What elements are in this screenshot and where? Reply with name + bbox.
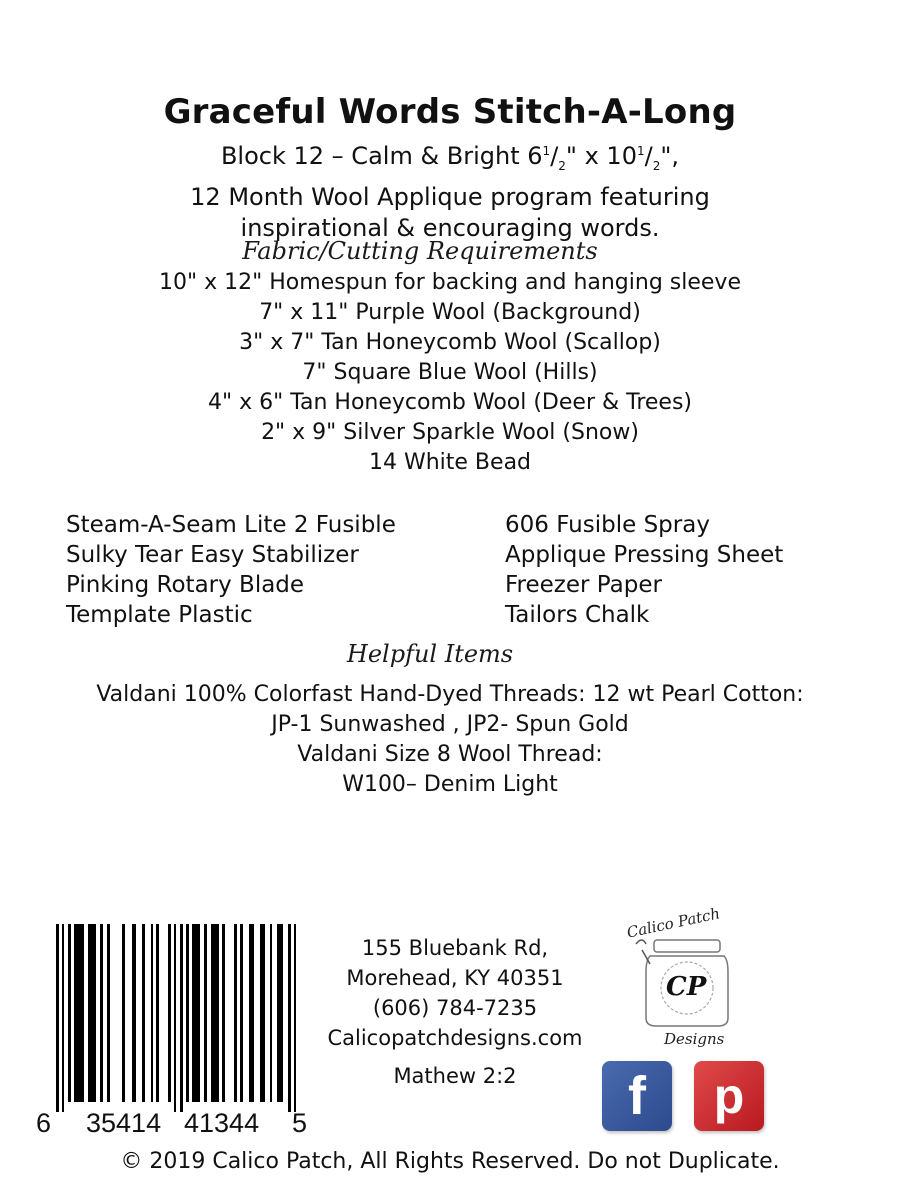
- barcode-bar: [88, 924, 96, 1102]
- barcode-group-1: 35414: [86, 1108, 162, 1138]
- barcode-bar: [62, 924, 64, 1112]
- barcode-bar: [192, 924, 200, 1102]
- barcode-bar: [168, 924, 171, 1102]
- contact-info: [310, 933, 600, 1053]
- address-line: Morehead, KY 40351: [346, 966, 564, 990]
- address-line: 155 Bluebank Rd,: [361, 936, 549, 960]
- barcode-bar: [56, 924, 59, 1112]
- barcode-bar: [107, 924, 110, 1102]
- barcode-bar: [180, 924, 183, 1112]
- barcode-bar: [288, 924, 291, 1112]
- requirement-item: 4" x 6" Tan Honeycomb Wool (Deer & Trees): [207, 390, 693, 415]
- facebook-button[interactable]: [602, 1061, 672, 1131]
- barcode-bar: [260, 924, 265, 1102]
- calico-patch-logo: [606, 900, 766, 1050]
- phone-number: (606) 784-7235: [372, 996, 538, 1020]
- barcode-bar: [204, 924, 207, 1102]
- block-size-line: Block 12 – Calm & Bright $6^1/_2$" x $10^1/_2$",: [220, 142, 680, 173]
- supply-item: Template Plastic: [66, 602, 253, 628]
- helpful-items-heading: Helpful Items: [346, 640, 514, 668]
- requirement-item: 7" Square Blue Wool (Hills): [302, 360, 598, 385]
- fabric-requirements-heading: Fabric/Cutting Requirements: [242, 237, 598, 265]
- supply-item: Applique Pressing Sheet: [505, 542, 784, 568]
- barcode-bar: [277, 924, 283, 1102]
- supplies-right-column: [505, 510, 783, 630]
- barcode-bar: [156, 924, 159, 1102]
- supply-item: Steam-A-Seam Lite 2 Fusible: [66, 512, 396, 538]
- requirement-item: 2" x 9" Silver Sparkle Wool (Snow): [261, 420, 639, 445]
- requirement-item: 7" x 11" Purple Wool (Background): [259, 300, 641, 325]
- fabric-requirements-list: [0, 268, 900, 478]
- page-title: Graceful Words Stitch-A-Long: [163, 92, 737, 132]
- supply-item: Pinking Rotary Blade: [66, 572, 305, 598]
- barcode-bar: [142, 924, 145, 1102]
- logo-monogram: CP: [666, 972, 707, 1002]
- requirement-item: 14 White Bead: [368, 450, 532, 475]
- supply-item: Tailors Chalk: [505, 602, 650, 628]
- requirement-item: 3" x 7" Tan Honeycomb Wool (Scallop): [239, 330, 661, 355]
- barcode-bar: [132, 924, 136, 1102]
- description-line: inspirational & encouraging words.: [240, 213, 660, 242]
- description-line: 12 Month Wool Applique program featuring: [190, 182, 710, 211]
- barcode-bar: [68, 924, 71, 1102]
- barcode-bar: [249, 924, 254, 1102]
- barcode-bar: [234, 924, 237, 1102]
- website-link[interactable]: Calicopatchdesigns.com: [327, 1026, 583, 1050]
- barcode-digit-last: 5: [292, 1108, 308, 1138]
- barcode-bar: [100, 924, 103, 1102]
- barcode-bar: [222, 924, 225, 1102]
- pinterest-button[interactable]: [694, 1061, 764, 1131]
- supply-item: 606 Fusible Spray: [505, 512, 710, 538]
- barcode-bar: [186, 924, 189, 1102]
- pattern-subtitle: [0, 136, 900, 244]
- barcode-bar: [122, 924, 125, 1102]
- barcode-bar: [151, 924, 153, 1102]
- helpful-item: Valdani 100% Colorfast Hand-Dyed Threads: 12 wt Pearl Cotton:: [96, 682, 804, 707]
- requirement-item: 10" x 12" Homespun for backing and hanging sleeve: [159, 270, 741, 295]
- supply-item: Freezer Paper: [505, 572, 662, 598]
- barcode-bar: [74, 924, 84, 1102]
- facebook-icon: f: [628, 1066, 646, 1126]
- barcode-digit-first: 6: [36, 1108, 52, 1138]
- helpful-item: Valdani Size 8 Wool Thread:: [297, 742, 603, 767]
- barcode-group-2: 41344: [184, 1108, 260, 1138]
- barcode-bar: [270, 924, 272, 1102]
- helpful-items-list: [0, 680, 900, 800]
- supplies-left-column: [66, 510, 396, 630]
- barcode-bar: [211, 924, 219, 1102]
- helpful-item: W100– Denim Light: [342, 772, 558, 797]
- pinterest-icon: p: [713, 1068, 745, 1124]
- supply-item: Sulky Tear Easy Stabilizer: [66, 542, 359, 568]
- helpful-item: JP-1 Sunwashed , JP2- Spun Gold: [271, 712, 629, 737]
- barcode-bar: [240, 924, 243, 1102]
- barcode-bar: [174, 924, 176, 1112]
- upc-barcode: [56, 924, 296, 1102]
- copyright-notice: © 2019 Calico Patch, All Rights Reserved. Do not Duplicate.: [120, 1149, 780, 1174]
- logo-bottom-text: Designs: [664, 1030, 725, 1048]
- barcode-bar: [294, 924, 296, 1112]
- logo-top-text: Calico Patch: [625, 904, 722, 942]
- scripture-verse: Mathew 2:2: [393, 1064, 517, 1088]
